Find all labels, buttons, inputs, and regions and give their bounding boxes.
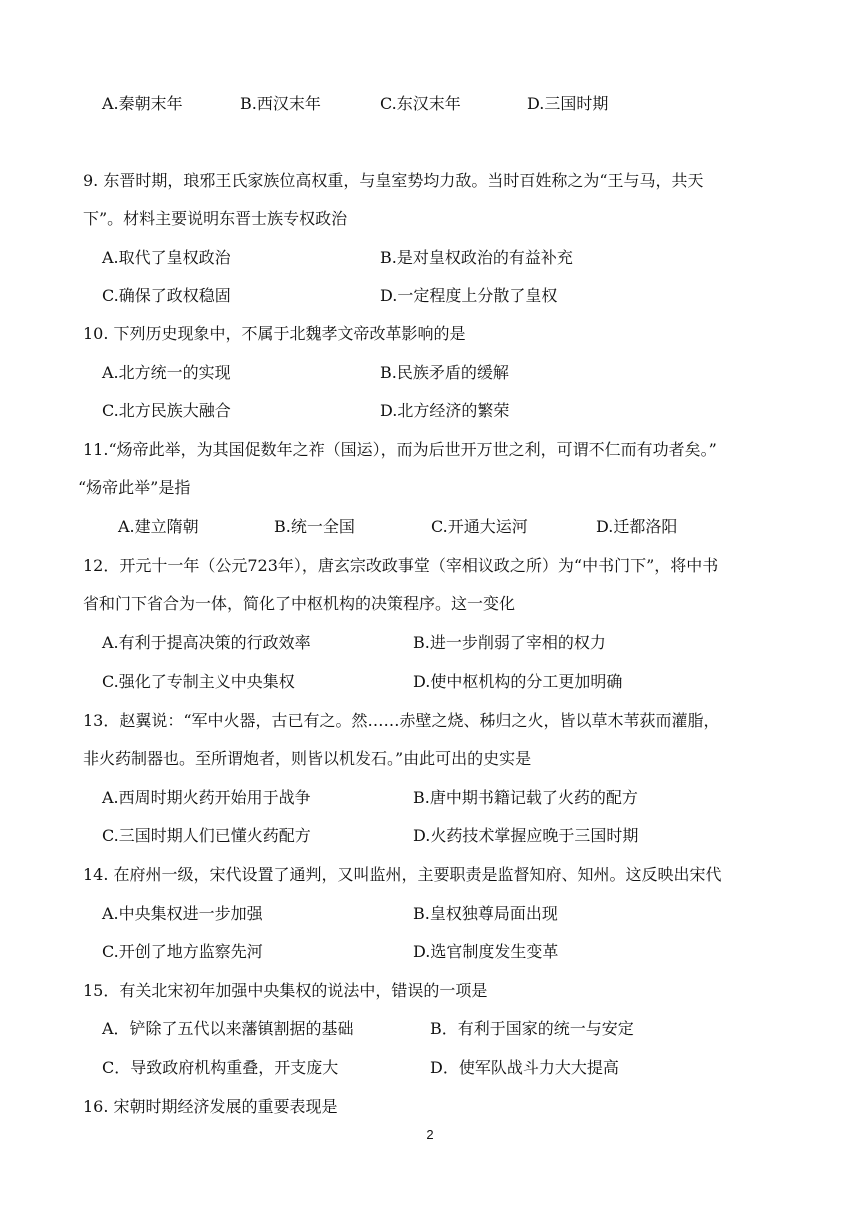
q14-option-d: D.选官制度发生变革 — [413, 942, 559, 961]
q8-option-b: B.西汉末年 — [240, 94, 321, 113]
q15-option-b: B．有利于国家的统一与安定 — [430, 1019, 634, 1038]
q13-stem-line1: 13．赵翼说：“军中火器，古已有之。然……赤壁之烧、秭归之火，皆以草木苇荻而灌脂， — [83, 711, 720, 730]
q12-stem-line2: 省和门下省合为一体，简化了中枢机构的决策程序。这一变化 — [83, 594, 516, 613]
q14-option-c: C.开创了地方监察先河 — [102, 942, 263, 961]
q10-option-a: A.北方统一的实现 — [102, 363, 231, 382]
q15-option-a: A．铲除了五代以来藩镇割据的基础 — [102, 1019, 354, 1038]
q11-option-d: D.迁都洛阳 — [596, 517, 678, 536]
q13-option-d: D.火药技术掌握应晚于三国时期 — [413, 826, 639, 845]
q9-option-c: C.确保了政权稳固 — [102, 286, 231, 305]
q13-option-c: C.三国时期人们已懂火药配方 — [102, 826, 311, 845]
q11-option-a: A.建立隋朝 — [118, 517, 199, 536]
q12-option-c: C.强化了专制主义中央集权 — [102, 672, 295, 691]
q10-option-d: D.北方经济的繁荣 — [380, 401, 510, 420]
q8-option-c: C.东汉末年 — [380, 94, 461, 113]
q11-option-c: C.开通大运河 — [431, 517, 528, 536]
q8-option-a: A.秦朝末年 — [102, 94, 183, 113]
q10-option-b: B.民族矛盾的缓解 — [380, 363, 509, 382]
q11-stem-line1: 11.“炀帝此举，为其国促数年之祚（国运），而为后世开万世之利，可谓不仁而有功者矣。” — [83, 440, 717, 459]
q15-option-c: C．导致政府机构重叠，开支庞大 — [102, 1058, 339, 1077]
q10-option-c: C.北方民族大融合 — [102, 401, 231, 420]
q9-option-b: B.是对皇权政治的有益补充 — [380, 248, 573, 267]
q9-stem-line1: 9. 东晋时期，琅邪王氏家族位高权重，与皇室势均力敌。当时百姓称之为“王与马，共天 — [83, 171, 704, 190]
q11-stem-line2: “炀帝此举”是指 — [78, 478, 191, 497]
q14-stem-line1: 14. 在府州一级，宋代设置了通判，又叫监州，主要职责是监督知府、知州。这反映出宋代 — [83, 865, 722, 884]
q10-stem-line1: 10. 下列历史现象中，不属于北魏孝文帝改革影响的是 — [83, 324, 466, 343]
q9-option-d: D.一定程度上分散了皇权 — [380, 286, 558, 305]
page-number: 2 — [426, 1127, 434, 1142]
q8-option-d: D.三国时期 — [527, 94, 609, 113]
q9-option-a: A.取代了皇权政治 — [102, 248, 231, 267]
q11-option-b: B.统一全国 — [274, 517, 355, 536]
q15-stem-line1: 15．有关北宋初年加强中央集权的说法中，错误的一项是 — [83, 981, 488, 1000]
q12-option-a: A.有利于提高决策的行政效率 — [102, 633, 311, 652]
q12-option-b: B.进一步削弱了宰相的权力 — [413, 633, 606, 652]
q16-stem-line1: 16. 宋朝时期经济发展的重要表现是 — [83, 1097, 338, 1116]
q13-option-b: B.唐中期书籍记载了火药的配方 — [413, 788, 638, 807]
q12-stem-line1: 12．开元十一年（公元723年），唐玄宗改政事堂（宰相议政之所）为“中书门下”，将中书 — [83, 556, 719, 575]
q14-option-b: B.皇权独尊局面出现 — [413, 904, 558, 923]
q14-option-a: A.中央集权进一步加强 — [102, 904, 263, 923]
q13-stem-line2: 非火药制器也。至所谓炮者，则皆以机发石。”由此可出的史实是 — [83, 749, 532, 768]
q9-stem-line2: 下”。材料主要说明东晋士族专权政治 — [83, 209, 348, 228]
q15-option-d: D．使军队战斗力大大提高 — [430, 1058, 619, 1077]
q12-option-d: D.使中枢机构的分工更加明确 — [413, 672, 623, 691]
q13-option-a: A.西周时期火药开始用于战争 — [102, 788, 311, 807]
